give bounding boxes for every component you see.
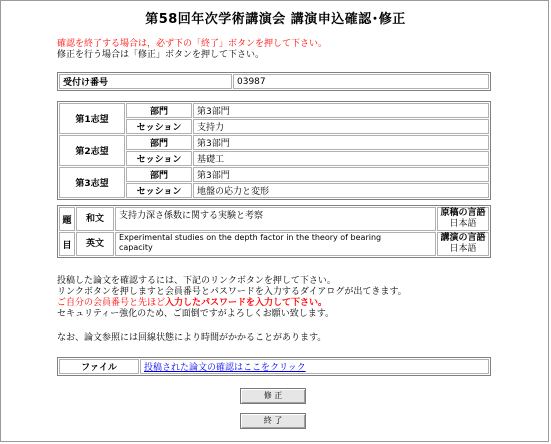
finish-notice: 確認を終了する場合は，必ず下の「終了」ボタンを押して下さい。 xyxy=(57,39,328,49)
file-table xyxy=(57,357,491,376)
finish-button[interactable]: 終 了 xyxy=(240,413,306,429)
dept-label: 部門 xyxy=(126,103,192,118)
title-side-label-top: 題 xyxy=(59,207,75,231)
preference-1-label: 第1志望 xyxy=(59,103,125,134)
receipt-table xyxy=(57,72,491,91)
instruction-line-3 xyxy=(57,298,327,309)
preference-1-department: 第3部門 xyxy=(193,103,489,118)
instruction-note: なお、論文参照には回線状態により時間がかかることがあります。 xyxy=(57,333,327,343)
dept-label: 部門 xyxy=(126,135,192,150)
session-label: セッション xyxy=(126,183,192,198)
file-link-cell xyxy=(140,359,489,374)
preference-1-session: 支持力 xyxy=(193,119,489,134)
preference-2-session: 基礎工 xyxy=(193,151,489,166)
preference-3-label: 第3志望 xyxy=(59,167,125,198)
japanese-title: 支持力深さ係数に関する実験と考察 xyxy=(115,207,436,231)
manuscript-language-cell xyxy=(437,207,489,231)
page-title: 第58回年次学術講演会 講演申込確認･修正 xyxy=(145,12,406,27)
presentation-language-label: 講演の言語 xyxy=(440,233,486,243)
preference-3-department: 第3部門 xyxy=(193,167,489,182)
session-label: セッション xyxy=(126,151,192,166)
instruction-line-2: リンクボタンを押しますと会員番号とパスワードを入力するダイアログが出てきます。 xyxy=(57,287,407,297)
preference-3-session: 地盤の応力と変形 xyxy=(193,183,489,198)
modify-notice: 修正を行う場合は「修正」ボタンを押して下さい。 xyxy=(57,50,265,60)
instruction-line-3a: ご自分の会員番号と先ほど xyxy=(57,298,166,308)
presentation-language-value: 日本語 xyxy=(449,244,477,254)
receipt-label: 受付け番号 xyxy=(59,74,232,89)
dept-label: 部門 xyxy=(126,167,192,182)
modify-button[interactable]: 修 正 xyxy=(240,388,306,404)
manuscript-language-label: 原稿の言語 xyxy=(440,208,486,218)
instruction-line-1: 投稿した論文を確認するには、下記のリンクボタンを押して下さい。 xyxy=(57,276,336,286)
preference-2-department: 第3部門 xyxy=(193,135,489,150)
session-preferences-table xyxy=(57,101,491,200)
english-title-line-2: capacity xyxy=(119,243,153,252)
session-label: セッション xyxy=(126,119,192,134)
file-label: ファイル xyxy=(59,359,139,374)
presentation-language-cell xyxy=(437,232,489,256)
paper-title-table xyxy=(57,205,491,258)
preference-2-label: 第2志望 xyxy=(59,135,125,166)
english-title-line-1: Experimental studies on the depth factor in the theory of bearing xyxy=(119,233,382,242)
japanese-title-label: 和文 xyxy=(76,207,114,231)
instruction-line-3b: 入力したパスワードを入力して下さい。 xyxy=(165,298,328,308)
instruction-line-4: セキュリティー強化のため、ご面倒ですがよろしくお願い致します。 xyxy=(57,309,335,319)
view-paper-link[interactable]: 投稿された論文の確認はここをクリック xyxy=(144,363,306,373)
manuscript-language-value: 日本語 xyxy=(449,219,477,229)
title-side-label-bottom: 目 xyxy=(59,232,75,256)
english-title xyxy=(115,232,436,256)
receipt-number: 03987 xyxy=(233,74,489,89)
english-title-label: 英文 xyxy=(76,232,114,256)
